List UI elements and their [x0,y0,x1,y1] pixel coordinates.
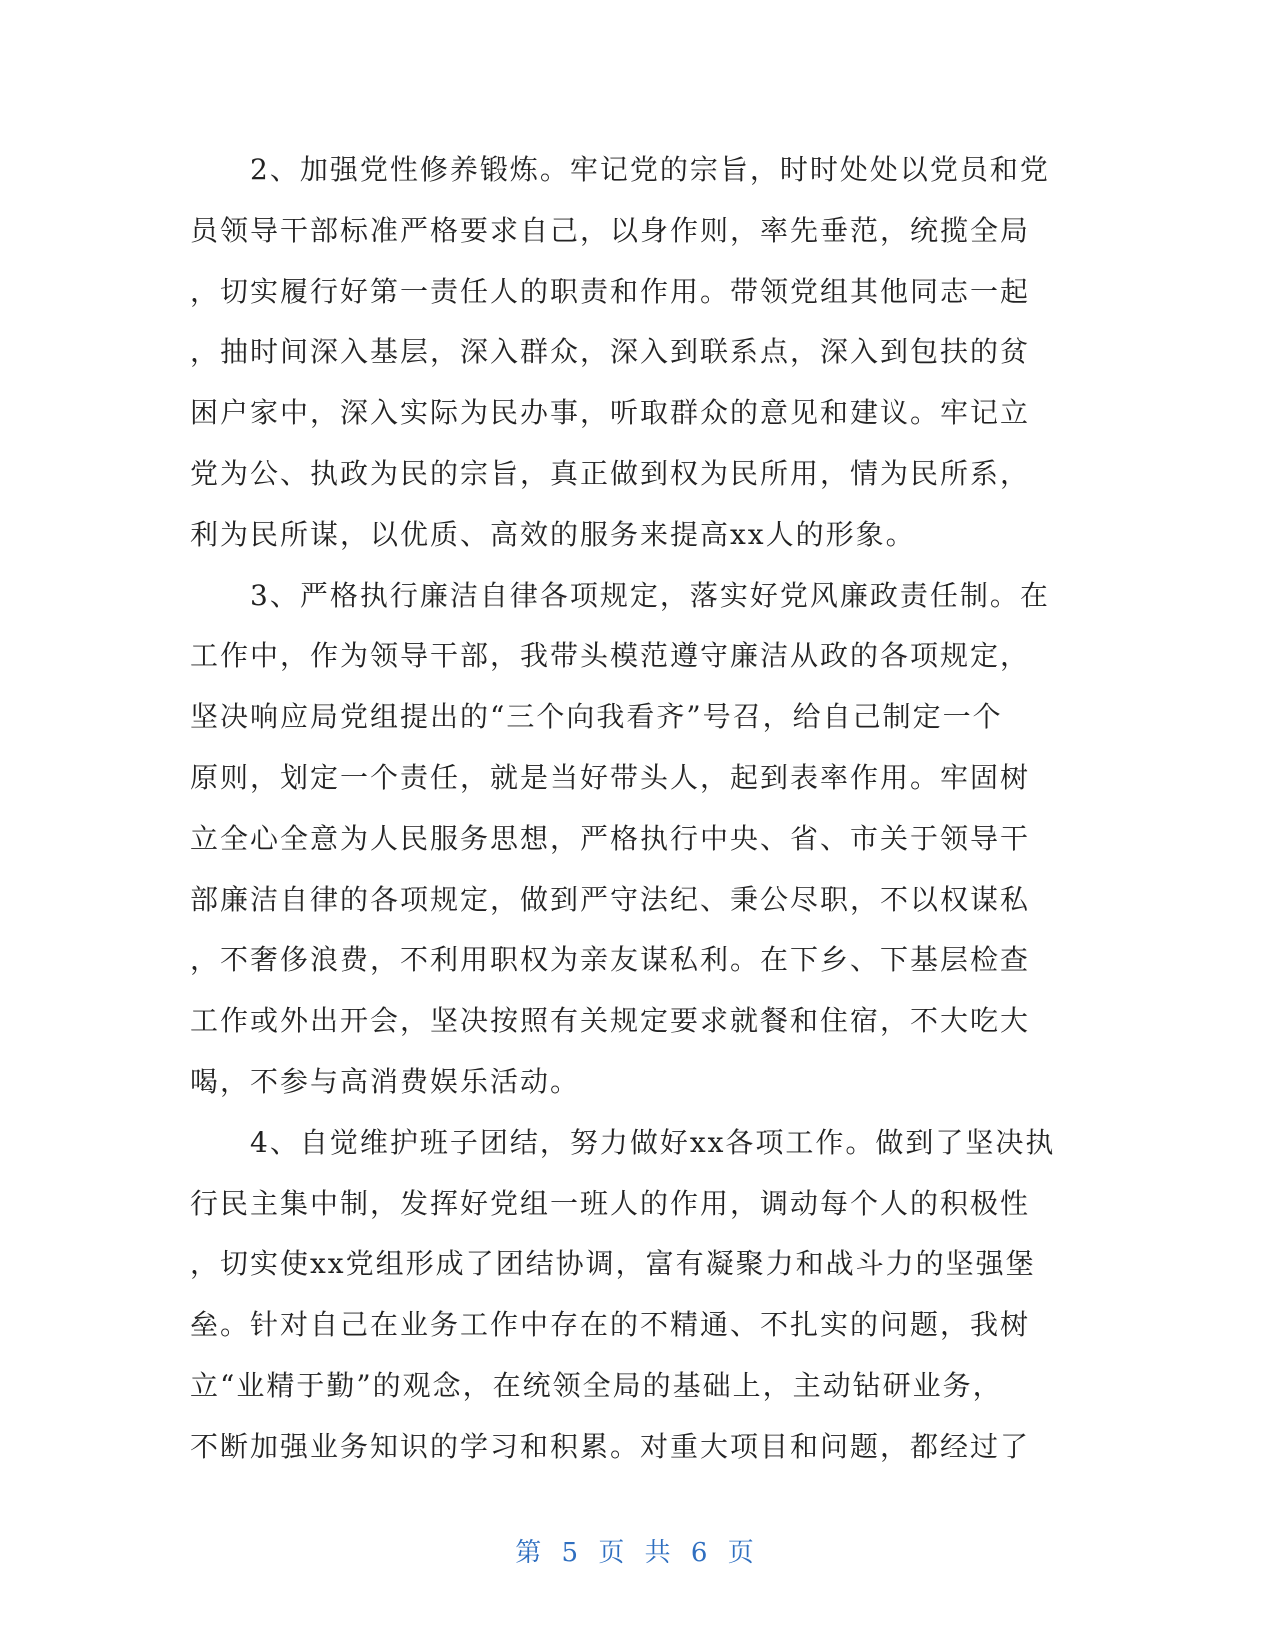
text-line: 坚决响应局党组提出的“三个向我看齐”号召，给自己制定一个 [190,700,1003,734]
text-line: 4、自觉维护班子团结，努力做好xx各项工作。做到了坚决执 [190,1125,1056,1159]
body-text [190,140,1090,1478]
text-line: ，切实履行好第一责任人的职责和作用。带领党组其他同志一起 [190,274,1031,308]
text-line: 利为民所谋，以优质、高效的服务来提高xx人的形象。 [190,517,916,551]
text-line: 原则，划定一个责任，就是当好带头人，起到表率作用。牢固树 [190,760,1031,794]
text-line: 垒。针对自己在业务工作中存在的不精通、不扎实的问题，我树 [190,1308,1031,1342]
text-line: 3、严格执行廉洁自律各项规定，落实好党风廉政责任制。在 [190,578,1050,612]
text-line: 不断加强业务知识的学习和积累。对重大项目和问题，都经过了 [190,1429,1031,1463]
page-number-footer: 第 5 页 共 6 页 [515,1538,760,1568]
text-line: 2、加强党性修养锻炼。牢记党的宗旨，时时处处以党员和党 [190,153,1050,186]
text-line: 喝，不参与高消费娱乐活动。 [190,1064,581,1098]
text-line: 工作或外出开会，坚决按照有关规定要求就餐和住宿，不大吃大 [190,1004,1031,1038]
text-line: ，切实使xx党组形成了团结协调，富有凝聚力和战斗力的坚强堡 [190,1247,1036,1281]
text-line: 党为公、执政为民的宗旨，真正做到权为民所用，情为民所系， [190,456,1031,490]
text-line: ，不奢侈浪费，不利用职权为亲友谋私利。在下乡、下基层检查 [190,943,1031,977]
text-line: ，抽时间深入基层，深入群众，深入到联系点，深入到包扶的贫 [190,335,1031,369]
text-line: 员领导干部标准严格要求自己，以身作则，率先垂范，统揽全局 [190,213,1031,247]
text-line: 立全心全意为人民服务思想，严格执行中央、省、市关于领导干 [190,821,1031,855]
text-line: 立“业精于勤”的观念，在统领全局的基础上，主动钻研业务， [190,1368,1003,1402]
text-line: 工作中，作为领导干部，我带头模范遵守廉洁从政的各项规定， [190,639,1031,673]
text-line: 困户家中，深入实际为民办事，听取群众的意见和建议。牢记立 [190,396,1031,430]
text-line: 部廉洁自律的各项规定，做到严守法纪、秉公尽职，不以权谋私 [190,882,1031,916]
text-line: 行民主集中制，发挥好党组一班人的作用，调动每个人的积极性 [190,1186,1031,1220]
